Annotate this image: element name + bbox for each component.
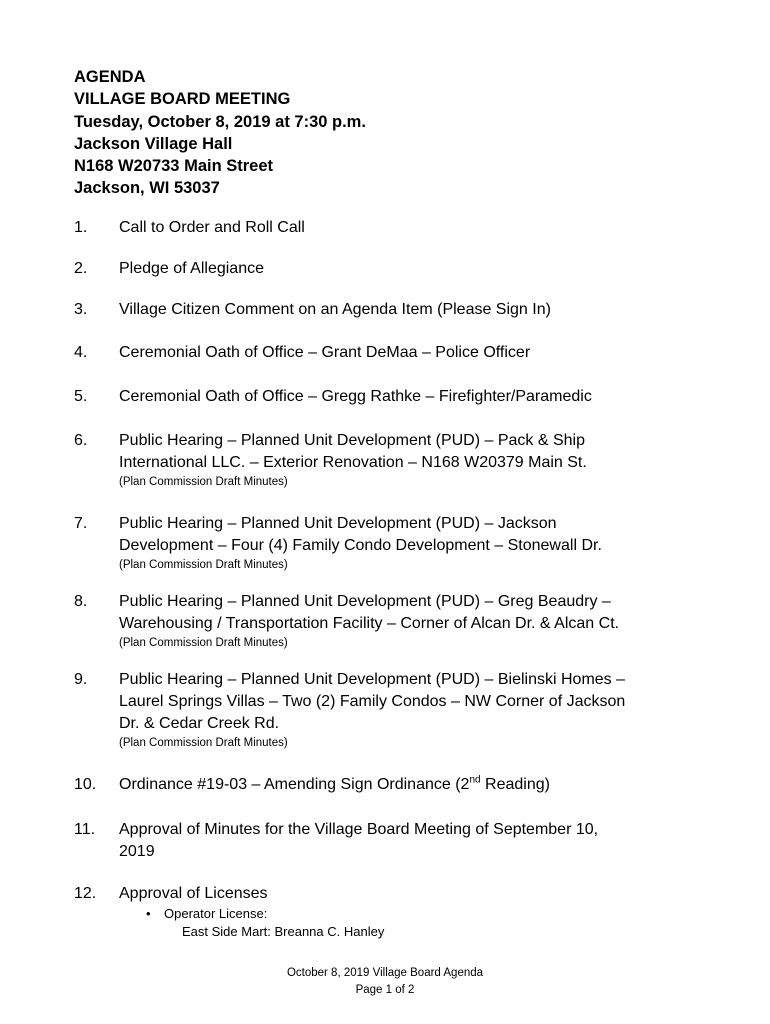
item-number: 5.: [74, 388, 88, 405]
item-text-line-2: Development – Four (4) Family Condo Development – Stonewall Dr.: [119, 537, 602, 554]
header-meeting-name: VILLAGE BOARD MEETING: [74, 90, 291, 109]
item-number: 9.: [74, 671, 88, 688]
license-detail: East Side Mart: Breanna C. Hanley: [182, 924, 385, 939]
page-footer: [0, 965, 770, 999]
item-number: 10.: [74, 776, 97, 793]
item-text-line-1: Public Hearing – Planned Unit Development (PUD) – Pack & Ship: [119, 432, 586, 449]
item-text: Pledge of Allegiance: [119, 260, 264, 277]
item-number: 4.: [74, 344, 88, 361]
bullet-icon: •: [146, 906, 151, 921]
item-number: 6.: [74, 432, 88, 449]
header-street: N168 W20733 Main Street: [74, 157, 274, 176]
item-number: 11.: [74, 821, 96, 838]
item-text: Village Citizen Comment on an Agenda Item (Please Sign In): [119, 301, 551, 318]
item-text-line-2: 2019: [119, 843, 155, 860]
item-text-line-1: Public Hearing – Planned Unit Development (PUD) – Bielinski Homes –: [119, 671, 626, 688]
item-text-line-3: Dr. & Cedar Creek Rd.: [119, 715, 280, 732]
item-text: Ceremonial Oath of Office – Gregg Rathke – Firefighter/Paramedic: [119, 388, 592, 405]
header-title: AGENDA: [74, 68, 146, 86]
item-number: 7.: [74, 515, 88, 532]
header-date-time: Tuesday, October 8, 2019 at 7:30 p.m.: [74, 112, 366, 131]
item-text-tail: Reading): [480, 776, 550, 793]
item-number: 2.: [74, 260, 88, 277]
agenda-header: [74, 66, 366, 200]
item-number: 8.: [74, 593, 88, 610]
license-type: Operator License:: [164, 906, 268, 921]
header-venue: Jackson Village Hall: [74, 134, 233, 153]
item-text: Ceremonial Oath of Office – Grant DeMaa – Police Officer: [119, 344, 531, 361]
item-note: (Plan Commission Draft Minutes): [119, 559, 288, 571]
footer-page-number: Page 1 of 2: [355, 984, 415, 996]
item-note: (Plan Commission Draft Minutes): [119, 637, 288, 649]
item-number: 3.: [74, 301, 88, 318]
footer-doc-title: October 8, 2019 Village Board Agenda: [286, 967, 484, 979]
item-text-line-1: Public Hearing – Planned Unit Development (PUD) – Greg Beaudry –: [119, 593, 611, 610]
item-text-line-1: Public Hearing – Planned Unit Development (PUD) – Jackson: [119, 515, 557, 532]
item-note: (Plan Commission Draft Minutes): [119, 476, 288, 488]
license-sub-item: [146, 905, 267, 923]
item-text-line-2: Warehousing / Transportation Facility – Corner of Alcan Dr. & Alcan Ct.: [119, 615, 620, 632]
item-number: 1.: [74, 219, 88, 236]
item-note: (Plan Commission Draft Minutes): [119, 737, 288, 749]
item-text-main: Ordinance #19-03 – Amending Sign Ordinance (2: [119, 776, 470, 793]
item-text: Call to Order and Roll Call: [119, 219, 305, 236]
item-number: 12.: [74, 885, 97, 902]
item-text: Approval of Licenses: [119, 885, 268, 902]
item-text-line-2: International LLC. – Exterior Renovation – N168 W20379 Main St.: [119, 454, 587, 471]
item-text-line-2: Laurel Springs Villas – Two (2) Family Condos – NW Corner of Jackson: [119, 693, 626, 710]
item-text-line-1: Approval of Minutes for the Village Board Meeting of September 10,: [119, 821, 599, 838]
ordinal-suffix: nd: [469, 774, 481, 786]
item-text: [119, 774, 719, 796]
header-city: Jackson, WI 53037: [74, 179, 220, 198]
